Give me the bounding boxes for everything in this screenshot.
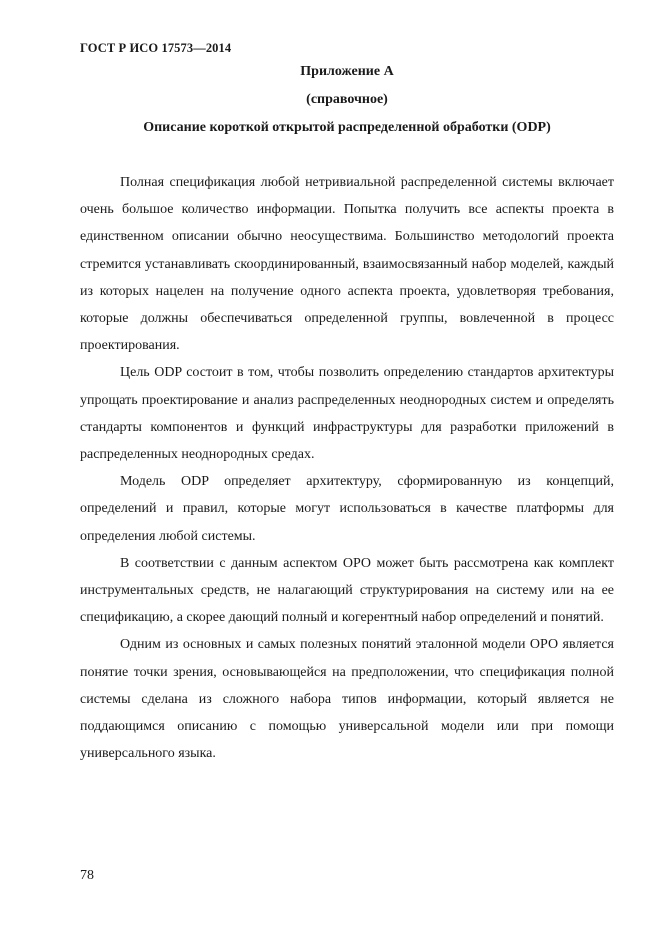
document-code: ГОСТ Р ИСО 17573—2014 [80,41,232,55]
appendix-type: (справочное) [306,92,388,107]
paragraph: Модель ODP определяет архитектуру, сформированную из концепций, определений и правил, которые могут использоваться в качестве платформы для определения любой системы. [80,474,614,544]
paragraph: Цель ODP состоит в том, чтобы позволить определению стандартов архитектуры упрощать проектирование и анализ распределенных неоднородных систем и определять стандарты компонентов и функций инфраструктуры для разработки приложений в распределенных неоднородных средах. [80,365,614,463]
appendix-heading: Приложение А [300,64,394,79]
paragraph: Полная спецификация любой нетривиальной распределенной системы включает очень большое количество информации. Попытка получить все аспекты проекта в единственном описании обычно неосуществима. Большинство методологий проекта стремится устанавливать скоординированный, взаимосвязанный набор моделей, каждый из которых нацелен на получение одного аспекта проекта, удовлетворяя требования, которые должны обеспечиваться определенной группы, вовлеченной в процесс проектирования. [80,175,614,354]
body-text [80,169,614,767]
paragraph: В соответствии с данным аспектом ОРО может быть рассмотрена как комплект инструментальных средств, не налагающий структурирования на систему или на ее спецификацию, а скорее дающий полный и когерентный набор определений и понятий. [80,555,614,626]
page-number: 78 [80,868,94,883]
appendix-title: Описание короткой открытой распределенной обработки (ODP) [143,120,551,135]
paragraph: Одним из основных и самых полезных понятий эталонной модели ОРО является понятие точки зрения, основывающейся на предположении, что спецификация полной системы сделана из сложного набора типов информации, который является не поддающимся описанию с помощью универсальной модели или при помощи универсального языка. [80,637,614,762]
